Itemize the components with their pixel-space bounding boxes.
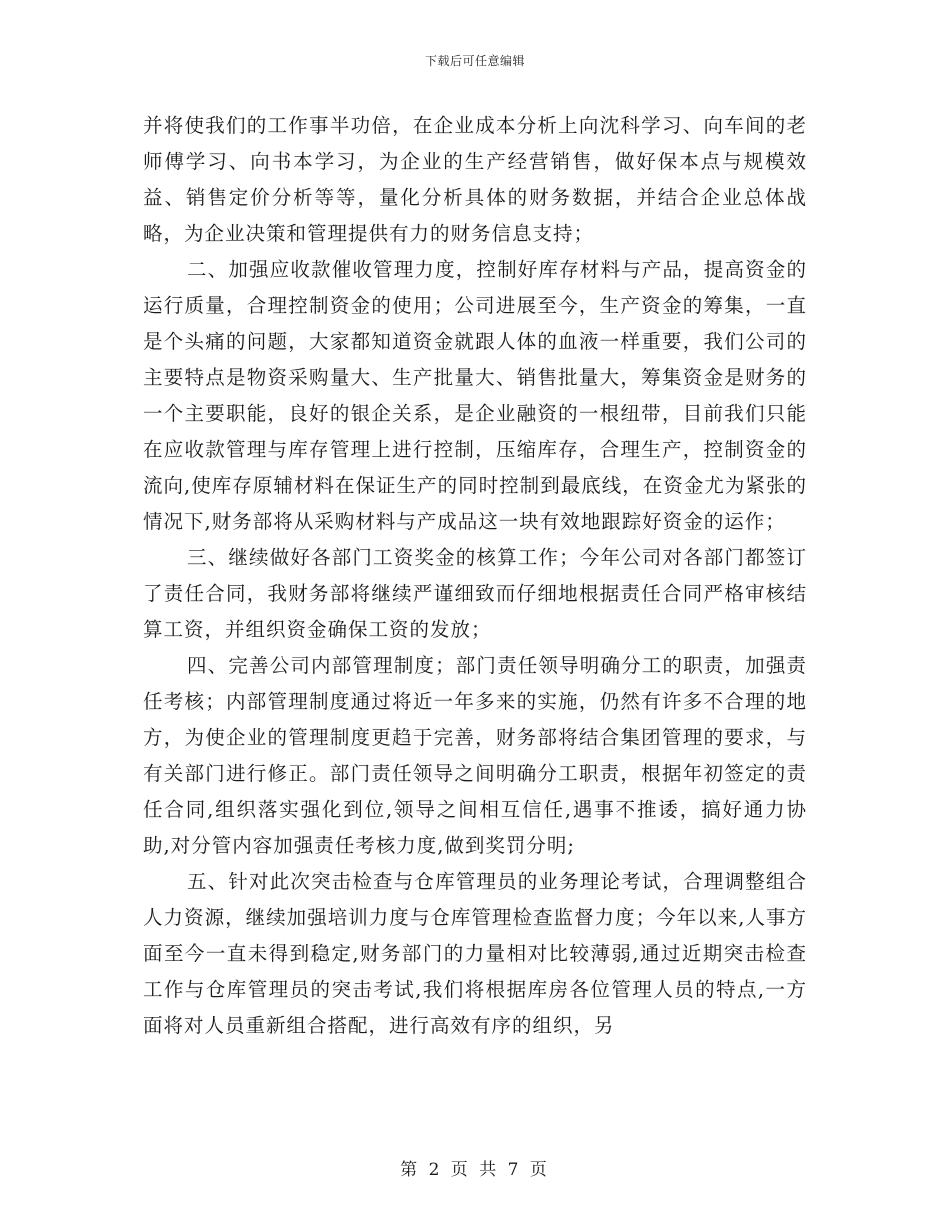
- document-body: [143, 108, 807, 1044]
- paragraph-continuation: 并将使我们的工作事半功倍，在企业成本分析上向沈科学习、向车间的老师傅学习、向书本学习，为企业的生产经营销售，做好保本点与规模效益、销售定价分析等等，量化分析具体的财务数据，并结合企业总体战略，为企业决策和管理提供有力的财务信息支持；: [143, 114, 807, 245]
- page-header: 下载后可任意编辑: [424, 54, 525, 68]
- page-number-footer: 第 2 页 共 7 页: [400, 1160, 550, 1180]
- paragraph-item-2: 二、加强应收款催收管理力度，控制好库存材料与产品，提高资金的运行质量，合理控制资金的使用；公司进展至今，生产资金的筹集，一直是个头痛的问题，大家都知道资金就跟人体的血液一样重要，我们公司的主要特点是物资采购量大、生产批量大、销售批量大，筹集资金是财务的一个主要职能，良好的银企关系，是企业融资的一根纽带，目前我们只能在应收款管理与库存管理上进行控制，压缩库存，合理生产，控制资金的流向,使库存原辅材料在保证生产的同时控制到最底线，在资金尤为紧张的情况下,财务部将从采购材料与产成品这一块有效地跟踪好资金的运作；: [143, 258, 807, 533]
- paragraph-item-3: 三、继续做好各部门工资奖金的核算工作；今年公司对各部门都签订了责任合同，我财务部将继续严谨细致而仔细地根据责任合同严格审核结算工资，并组织资金确保工资的发放；: [143, 546, 807, 641]
- paragraph-item-5: 五、针对此次突击检查与仓库管理员的业务理论考试，合理调整组合人力资源，继续加强培训力度与仓库管理检查监督力度；今年以来,人事方面至今一直未得到稳定,财务部门的力量相对比较薄弱,通过近期突击检查工作与仓库管理员的突击考试,我们将根据库房各位管理人员的特点,一方面将对人员重新组合搭配，进行高效有序的组织，另: [143, 870, 807, 1037]
- paragraph-item-4: 四、完善公司内部管理制度；部门责任领导明确分工的职责，加强责任考核；内部管理制度通过将近一年多来的实施，仍然有许多不合理的地方，为使企业的管理制度更趋于完善，财务部将结合集团管理的要求，与有关部门进行修正。部门责任领导之间明确分工职责，根据年初签定的责任合同,组织落实强化到位,领导之间相互信任,遇事不推诿，搞好通力协助,对分管内容加强责任考核力度,做到奖罚分明;: [143, 654, 807, 857]
